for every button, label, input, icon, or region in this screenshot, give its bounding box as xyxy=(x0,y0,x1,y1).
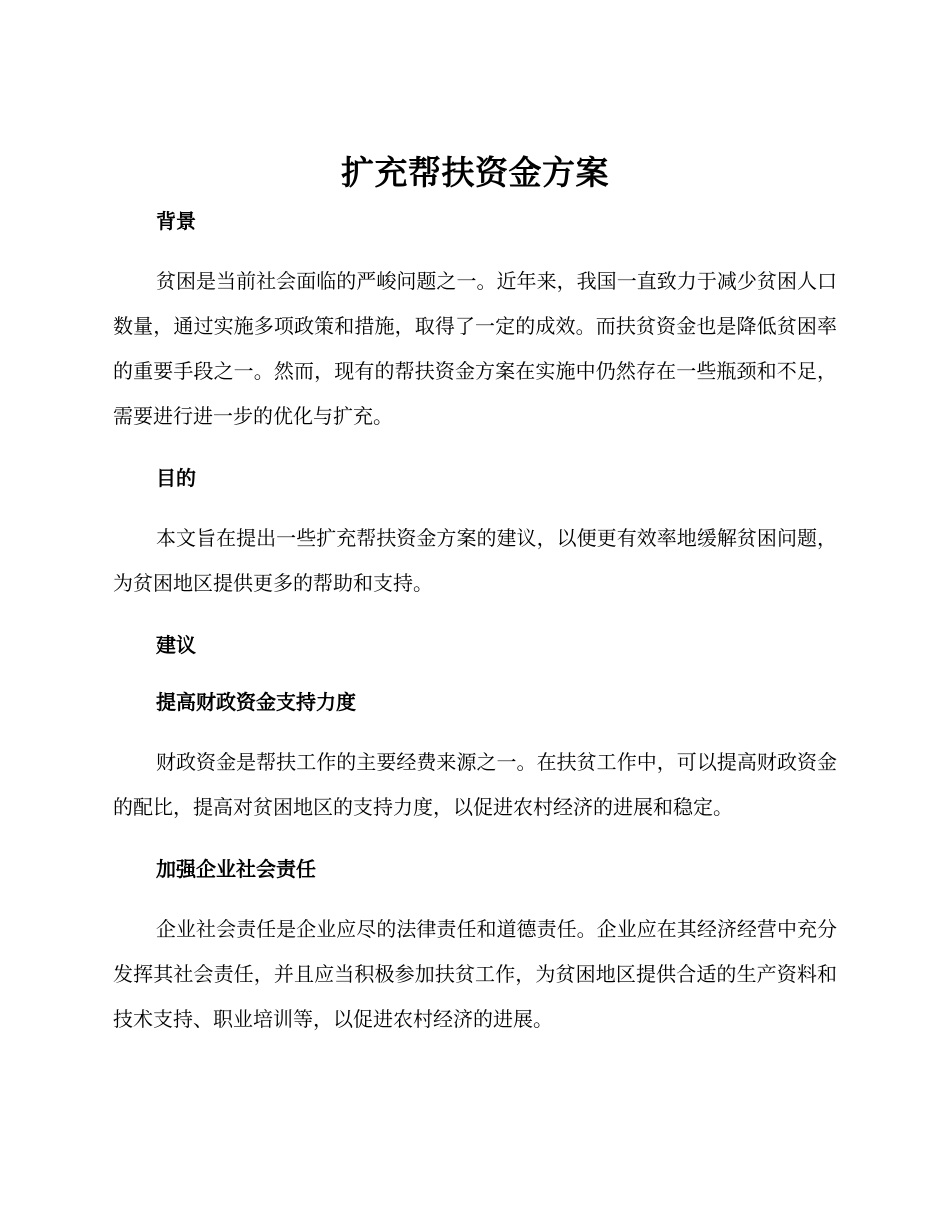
document-page xyxy=(113,148,837,1042)
section-heading-purpose: 目的 xyxy=(156,466,196,490)
subsection-heading-csr: 加强企业社会责任 xyxy=(156,857,316,881)
paragraph-csr: 企业社会责任是企业应尽的法律责任和道德责任。企业应在其经济经营中充分发挥其社会责任，并且应当积极参加扶贫工作，为贫困地区提供合适的生产资料和技术支持、职业培训等，以促进农村经济的进展。 xyxy=(113,917,837,1031)
section-heading-suggestions: 建议 xyxy=(156,633,196,657)
subsection-heading-fiscal: 提高财政资金支持力度 xyxy=(156,690,356,714)
document-title: 扩充帮扶资金方案 xyxy=(341,153,609,192)
paragraph-background: 贫困是当前社会面临的严峻问题之一。近年来，我国一直致力于减少贫困人口数量，通过实施多项政策和措施，取得了一定的成效。而扶贫资金也是降低贫困率的重要手段之一。然而，现有的帮扶资金方案在实施中仍然存在一些瓶颈和不足，需要进行进一步的优化与扩充。 xyxy=(113,269,837,428)
paragraph-purpose: 本文旨在提出一些扩充帮扶资金方案的建议，以便更有效率地缓解贫困问题，为贫困地区提供更多的帮助和支持。 xyxy=(113,526,837,595)
paragraph-fiscal: 财政资金是帮扶工作的主要经费来源之一。在扶贫工作中，可以提高财政资金的配比，提高对贫困地区的支持力度，以促进农村经济的进展和稳定。 xyxy=(113,750,837,819)
section-heading-background: 背景 xyxy=(156,209,196,233)
